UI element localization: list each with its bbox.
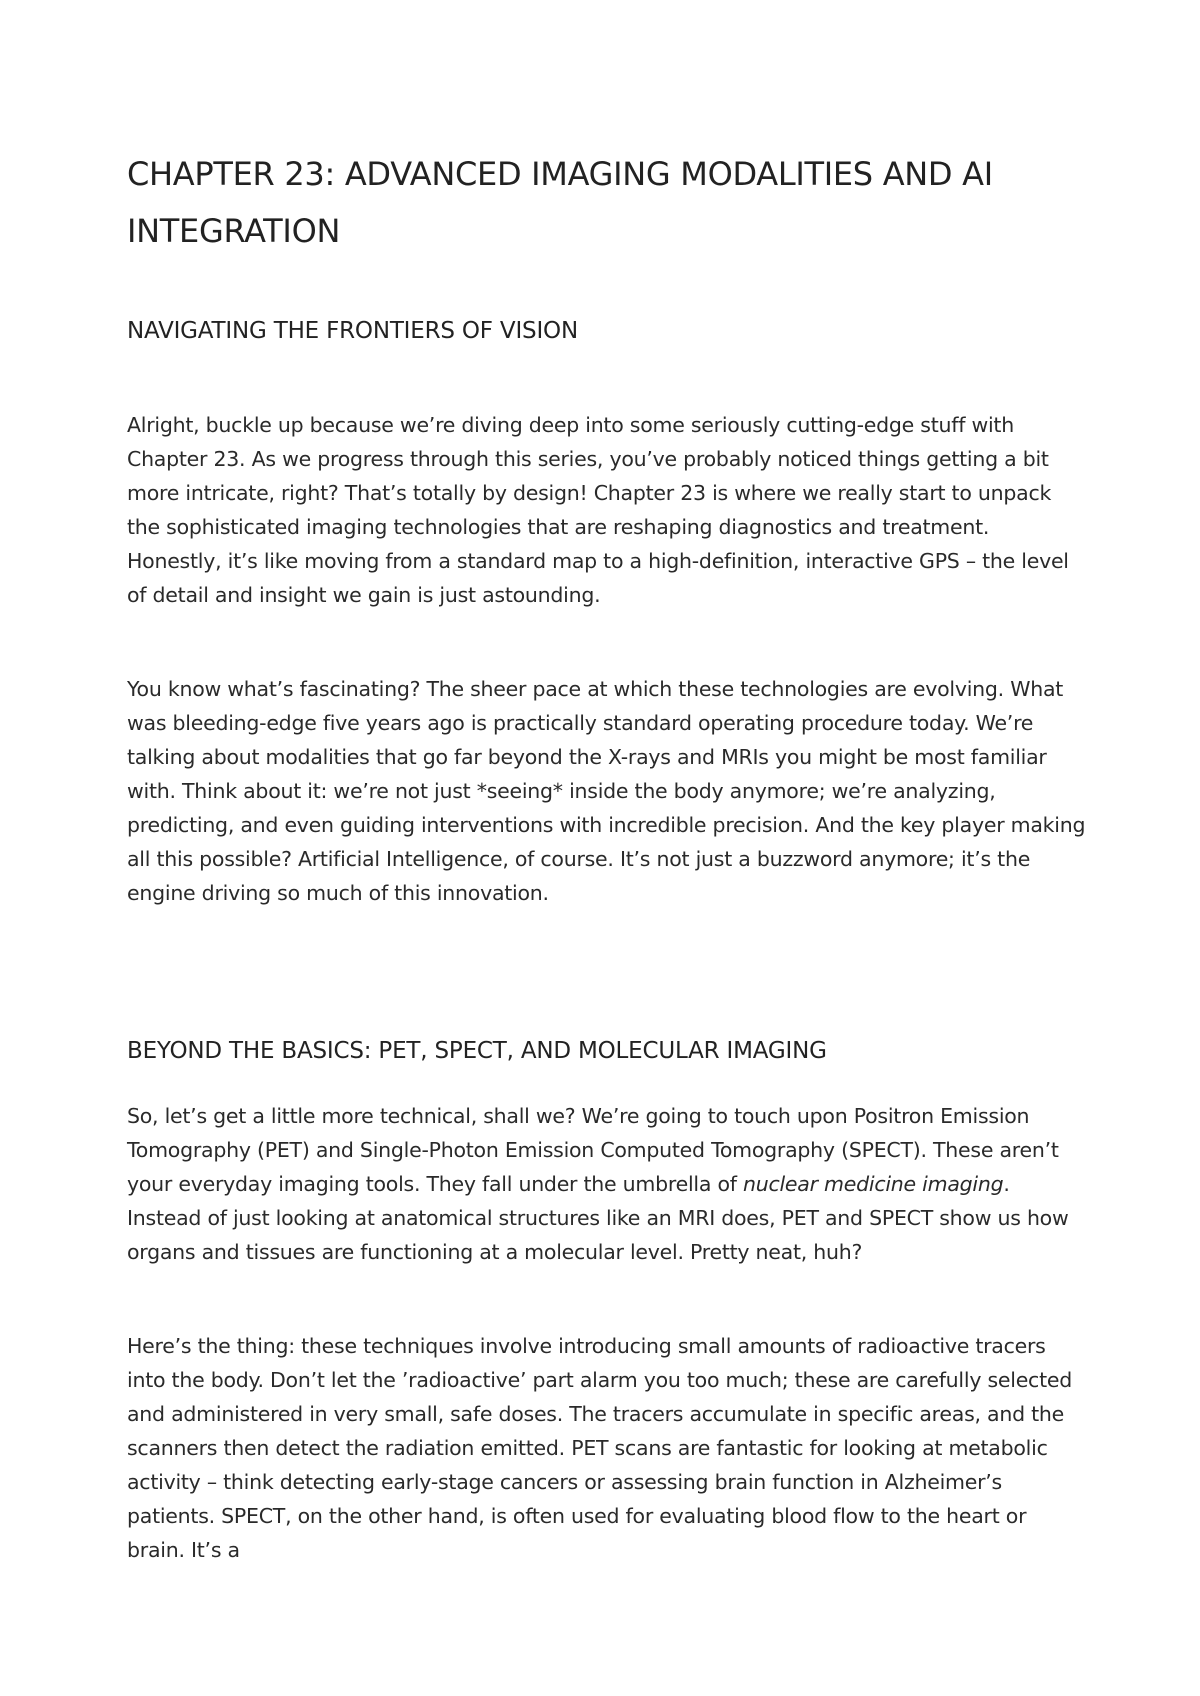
paragraph-text-after: . Instead of just looking at anatomical structures like an MRI does, PET and SPECT show us how organs and tissues are functioning at a molecular level. Pretty neat, huh? <box>127 1172 1069 1264</box>
chapter-title: CHAPTER 23: ADVANCED IMAGING MODALITIES AND AI INTEGRATION <box>127 155 993 250</box>
section-heading-frontiers: NAVIGATING THE FRONTIERS OF VISION <box>127 318 578 344</box>
paragraph-intro: Alright, buckle up because we’re diving deep into some seriously cutting-edge stuff with Chapter 23. As we progress through this series, you’ve probably noticed things getting a bit more intricate, right? That’s totally by design! Chapter 23 is where we really start to unpack the sophisticated imaging technologies that are reshaping diagnostics and treatment. Honestly, it’s like moving from a standard map to a high-definition, interactive GPS – the level of detail and insight we gain is just astounding. <box>127 413 1069 607</box>
section-heading-pet-spect: BEYOND THE BASICS: PET, SPECT, AND MOLECULAR IMAGING <box>127 1038 827 1064</box>
paragraph-pace: You know what’s fascinating? The sheer pace at which these technologies are evolving. What was bleeding-edge five years ago is practically standard operating procedure today. We’re talking about modalities that go far beyond the X-rays and MRIs you might be most familiar with. Think about it: we’re not just *seeing* inside the body anymore; we’re analyzing, predicting, and even guiding interventions with incredible precision. And the key player making all this possible? Artificial Intelligence, of course. It’s not just a buzzword anymore; it’s the engine driving so much of this innovation. <box>127 677 1086 905</box>
paragraph-pet-spect-intro <box>127 1099 1087 1269</box>
paragraph-text-before: So, let’s get a little more technical, shall we? We’re going to touch upon Positron Emission Tomography (PET) and Single-Photon Emission Computed Tomography (SPECT). These aren’t your everyday imaging tools. They fall under the umbrella of <box>127 1104 1059 1196</box>
paragraph-tracers: Here’s the thing: these techniques involve introducing small amounts of radioactive tracers into the body. Don’t let the ’radioactive’ part alarm you too much; these are carefully selected and administered in very small, safe doses. The tracers accumulate in specific areas, and the scanners then detect the radiation emitted. PET scans are fantastic for looking at metabolic activity – think detecting early-stage cancers or assessing brain function in Alzheimer’s patients. SPECT, on the other hand, is often used for evaluating blood flow to the heart or brain. It’s a <box>127 1334 1072 1562</box>
emphasis-nuclear-medicine: nuclear medicine imaging <box>742 1172 1004 1196</box>
